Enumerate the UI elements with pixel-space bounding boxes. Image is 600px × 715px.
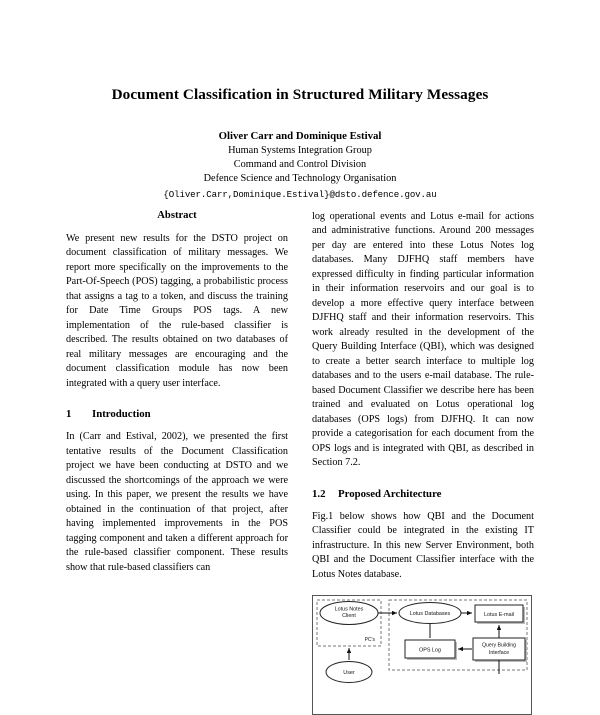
architecture-paragraph: Fig.1 below shows how QBI and the Document Classifier could be integrated in the existing IT infrastructure. In this new Server Environment, both QBI and the Document Classifier interface with the Lotus Notes database. bbox=[312, 510, 534, 580]
abstract-heading: Abstract bbox=[157, 210, 197, 221]
continued-paragraph: log operational events and Lotus e-mail for actions and administrative functions. Around 200 messages per day are entered into these Lotus Notes log databases. Many DJFHQ staff members have expressed difficulty in finding particular information in their information reservoirs and our goal is to develop a more effective query interface between DJFHQ staff and their information reservoirs. This work already resulted in the development of the Query Building Interface (QBI), which was designed to create a better search interface to multiple log databases and to the users e-mail database. The rule-based Document Classifier we describe here has been trained and evaluated on Lotus operational log databases (OPS logs) from DJFHQ. It can now provide a categorisation for each document from the OPS logs and is integrated with QBI, as described in Section 7.2. bbox=[312, 211, 534, 469]
section-heading-proposed-architecture bbox=[312, 488, 534, 500]
affiliation-group: Human Systems Integration Group bbox=[228, 144, 372, 156]
author-list: Oliver Carr and Dominique Estival bbox=[218, 130, 382, 143]
node-query-building-interface bbox=[473, 638, 525, 660]
right-column bbox=[312, 210, 534, 677]
affiliation-organisation: Defence Science and Technology Organisation bbox=[203, 173, 397, 185]
node-label-user: User bbox=[343, 670, 355, 677]
node-label-lotus-email: Lotus E-mail bbox=[484, 612, 514, 619]
node-label-qbi-line2: Interface bbox=[488, 650, 510, 657]
node-label-lotus-databases: Lotus Databases bbox=[409, 611, 451, 618]
affiliation-division: Command and Control Division bbox=[233, 159, 367, 170]
left-column bbox=[66, 210, 288, 600]
author-email: {Oliver.Carr,Dominique.Estival}@dsto.defence.gov.au bbox=[163, 189, 437, 201]
section-number: 1.2 bbox=[312, 487, 326, 500]
introduction-paragraph: In (Carr and Estival, 2002), we presented the first tentative results of the Document Classification project we have been conducting at DSTO and we discussed the shortcomings of the approach we were using. In this paper, we present the results we have obtained in the continuation of that project, after having implemented improvements in the POS tagging component and taken a different approach for the rule-based classifier component. These results show that rule-based classifiers can bbox=[66, 431, 288, 573]
section-number: 1 bbox=[66, 408, 72, 421]
node-label-ops-log: OPS Log bbox=[419, 647, 441, 654]
figure-1-architecture-diagram bbox=[312, 595, 534, 677]
section-title: Introduction bbox=[92, 408, 151, 421]
abstract-paragraph: We present new results for the DSTO project on document classification of military messages. We report more specifically on the improvements to the Part-Of-Speech (POS) tagging, a probabilistic process that assigns a tag to a token, and discuss the training for Date Time Groups POS tags. A new implementation of the rule-based classifier is described. The results obtained on two databases of real military messages are encouraging and the document classification module has now been integrated with a query user interface. bbox=[66, 233, 288, 389]
body-columns bbox=[0, 210, 600, 677]
node-label-qbi-line1: Query Building bbox=[481, 642, 517, 649]
page-title: Document Classification in Structured Military Messages bbox=[111, 86, 489, 103]
architecture-diagram-svg bbox=[313, 596, 531, 714]
section-title: Proposed Architecture bbox=[338, 487, 442, 500]
label-pcs: PC's bbox=[364, 637, 375, 644]
node-label-lotus-notes-client-line2: Client bbox=[342, 613, 356, 620]
figure-frame bbox=[312, 595, 532, 715]
node-label-lotus-notes-client-line1: Lotus Notes bbox=[334, 606, 364, 613]
section-heading-introduction bbox=[66, 408, 288, 420]
paper-header bbox=[0, 0, 600, 200]
